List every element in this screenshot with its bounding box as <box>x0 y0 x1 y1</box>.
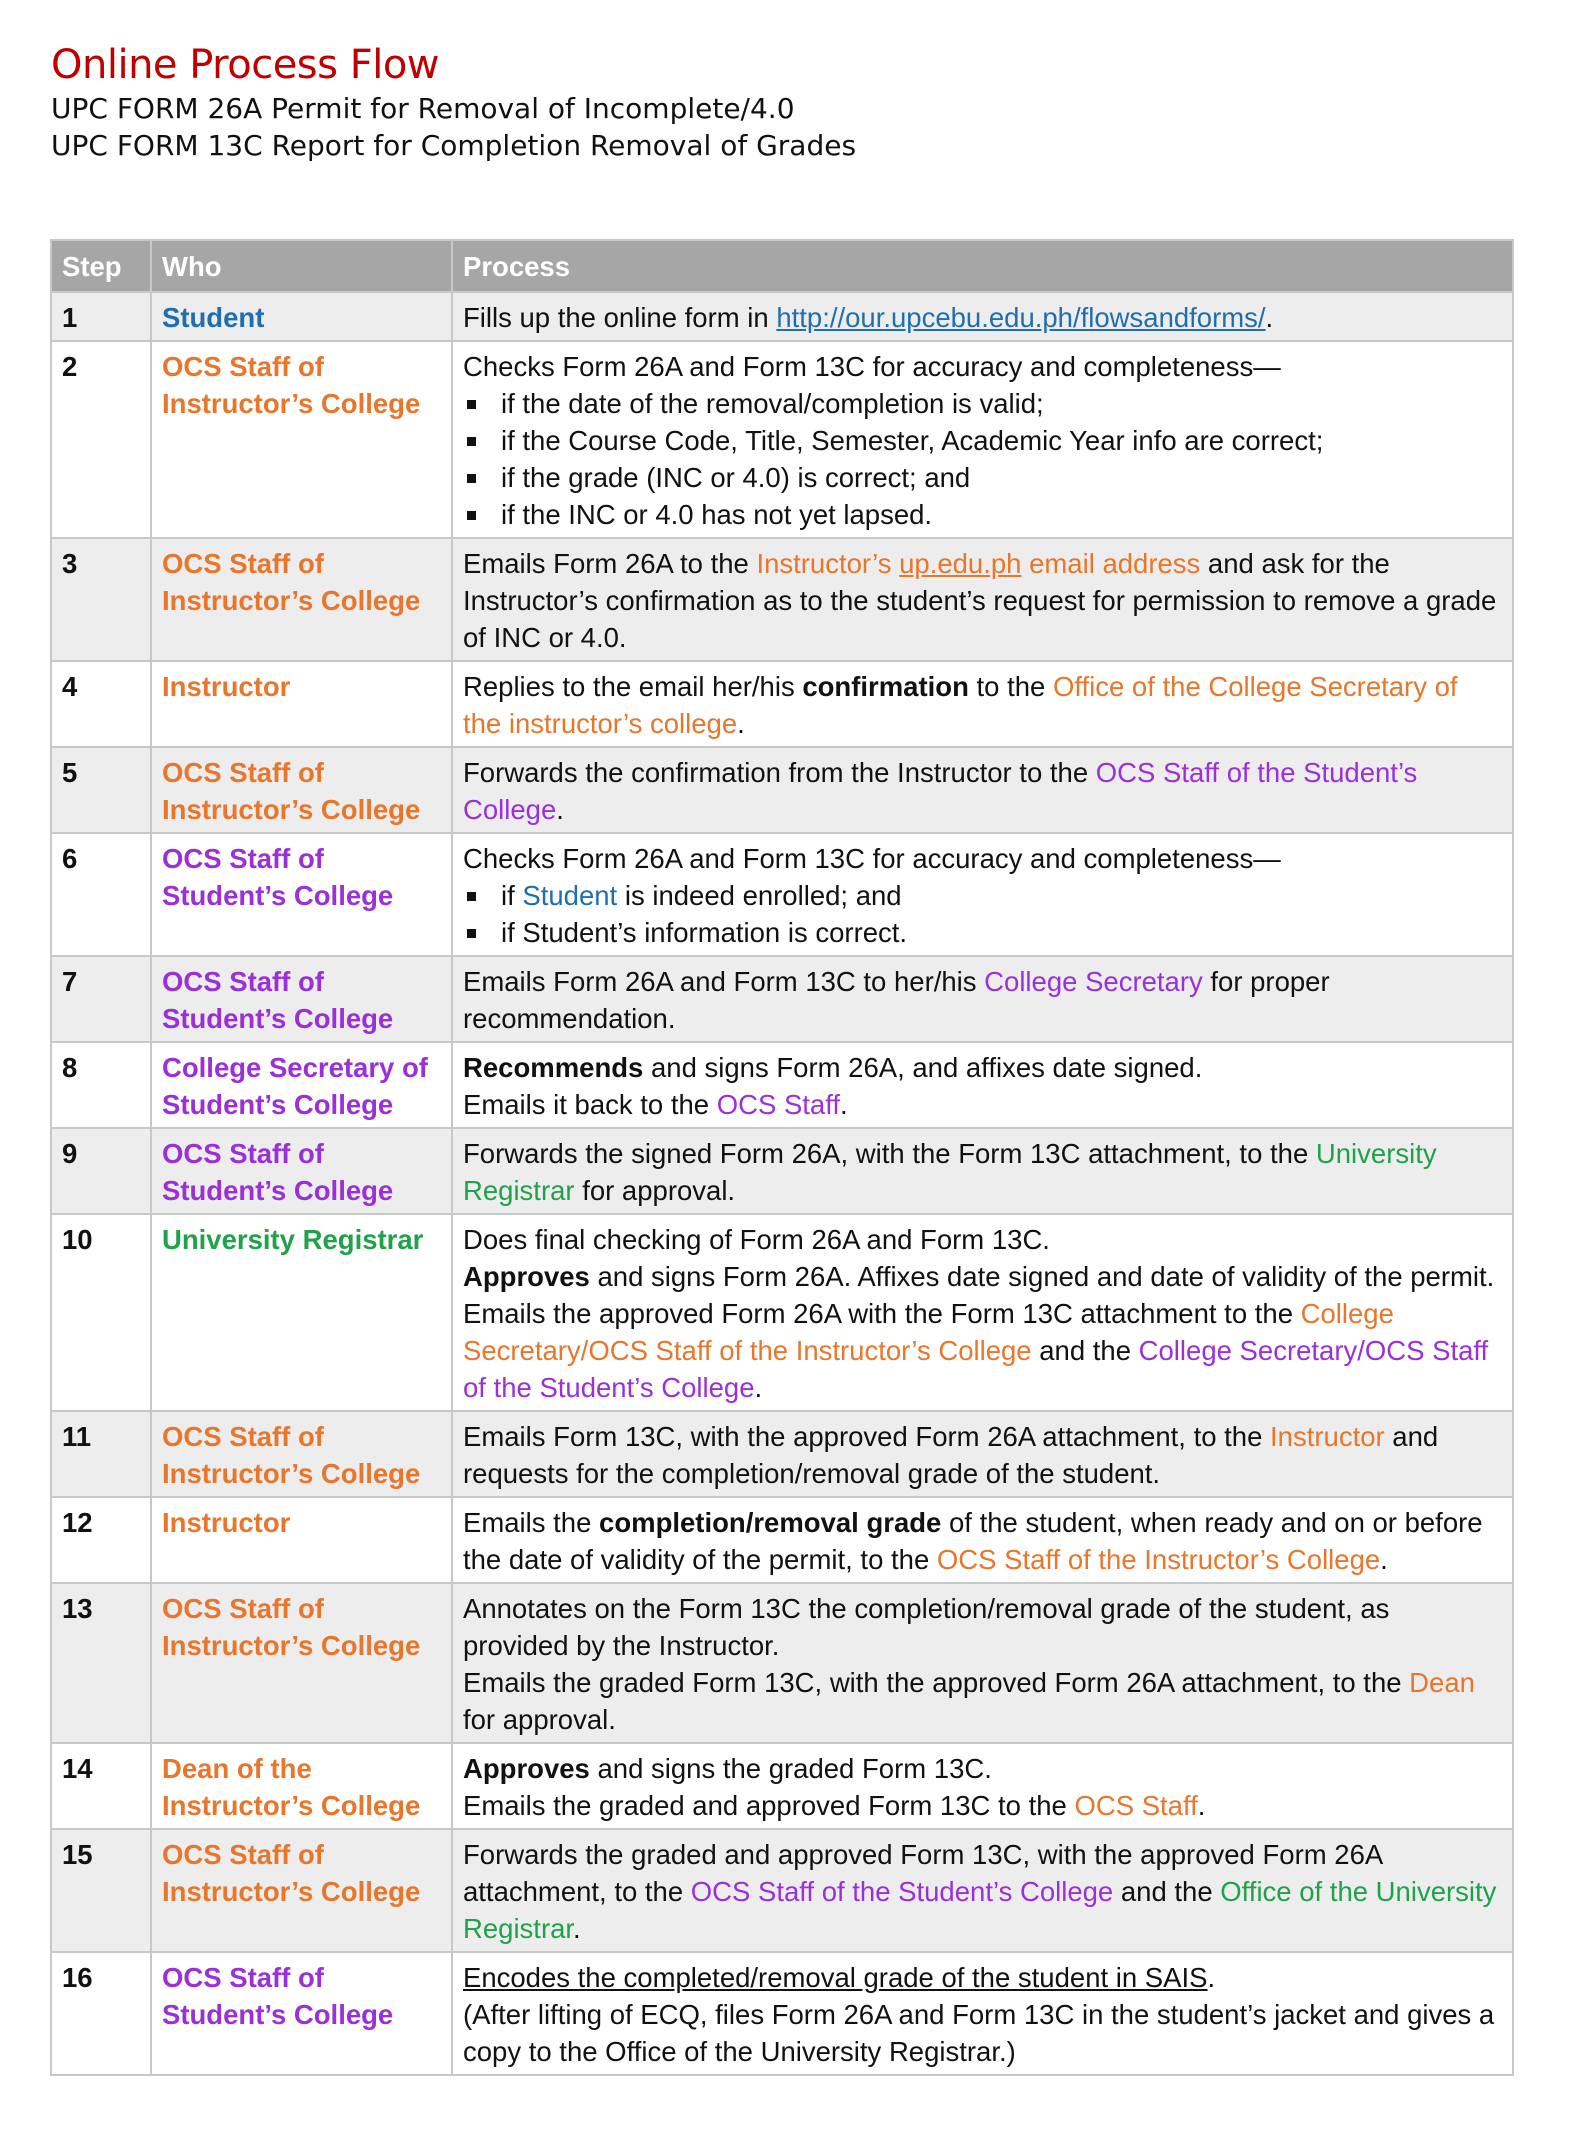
table-row <box>51 1743 1513 1829</box>
process-text: . <box>737 708 745 739</box>
who-cell: OCS Staff of Instructor’s College <box>151 1411 452 1497</box>
page-title: Online Process Flow <box>51 42 439 88</box>
subtitle-form-26a: UPC FORM 26A Permit for Removal of Incomplete/4.0 <box>51 92 795 125</box>
process-text: . <box>1207 1962 1216 1993</box>
table-row <box>51 956 1513 1042</box>
step-number: 5 <box>51 747 151 833</box>
process-text: Emails it back to the <box>463 1089 717 1120</box>
highlight-instructor: email address <box>1021 548 1201 579</box>
highlight-instructor: OCS Staff <box>1074 1790 1198 1821</box>
highlight-registrar: University Registrar <box>463 1138 1437 1206</box>
step-number: 16 <box>51 1952 151 2075</box>
process-cell <box>452 661 1513 747</box>
process-cell <box>452 1214 1513 1411</box>
process-text: to the <box>968 671 1053 702</box>
who-cell: OCS Staff of Student’s College <box>151 1128 452 1214</box>
process-line <box>463 1086 1502 1123</box>
process-text: Fills up the online form in <box>463 302 777 333</box>
table-row <box>51 292 1513 341</box>
column-header-step: Step <box>51 240 151 292</box>
highlight-instructor: Instructor’s <box>756 548 900 579</box>
process-text: and the <box>1113 1876 1221 1907</box>
process-text: Emails the graded and approved Form 13C to the <box>463 1790 1075 1821</box>
step-number: 2 <box>51 341 151 538</box>
process-text: for proper recommendation. <box>463 966 1330 1034</box>
process-cell <box>452 1411 1513 1497</box>
process-line <box>463 1258 1502 1295</box>
process-text: Replies to the email her/his <box>463 671 803 702</box>
who-cell: OCS Staff of Instructor’s College <box>151 747 452 833</box>
list-item: if the INC or 4.0 has not yet lapsed. <box>463 496 1502 533</box>
process-text: Emails the graded Form 13C, with the approved Form 26A attachment, to the <box>463 1667 1410 1698</box>
table-row <box>51 1829 1513 1952</box>
process-text: Emails Form 13C, with the approved Form 26A attachment, to the <box>463 1421 1271 1452</box>
process-line <box>463 1664 1502 1738</box>
process-text: and ask for the Instructor’s confirmation as to the student’s request for permission to remove a grade of INC or 4.0. <box>463 548 1497 653</box>
step-number: 1 <box>51 292 151 341</box>
process-text: for approval. <box>463 1704 616 1735</box>
process-text: Emails Form 26A and Form 13C to her/his <box>463 966 985 997</box>
process-text: Forwards the confirmation from the Instructor to the <box>463 757 1096 788</box>
up-edu-ph-link[interactable]: up.edu.ph <box>899 548 1022 579</box>
step-number: 12 <box>51 1497 151 1583</box>
table-row <box>51 747 1513 833</box>
table-row <box>51 1411 1513 1497</box>
process-text: . <box>840 1089 848 1120</box>
list-item: if the date of the removal/completion is valid; <box>463 385 1502 422</box>
process-text: Checks Form 26A and Form 13C for accuracy and completeness— <box>463 843 1281 874</box>
highlight-student-college: OCS Staff of the Student’s College <box>463 757 1418 825</box>
who-cell: OCS Staff of Student’s College <box>151 1952 452 2075</box>
table-row <box>51 1952 1513 2075</box>
process-text: of the student, when ready and on or before the date of validity of the permit, to the <box>463 1507 1483 1575</box>
highlight-dean: Dean <box>1409 1667 1475 1698</box>
process-cell <box>452 538 1513 661</box>
step-number: 9 <box>51 1128 151 1214</box>
process-line <box>463 1787 1502 1824</box>
bold-text: confirmation <box>802 671 969 702</box>
list-item <box>463 877 1502 914</box>
document-header <box>51 40 856 164</box>
process-text: if <box>501 880 523 911</box>
step-number: 14 <box>51 1743 151 1829</box>
bold-text: Recommends <box>463 1052 644 1083</box>
process-cell <box>452 292 1513 341</box>
highlight-instructor: OCS Staff of the Instructor’s College <box>936 1544 1381 1575</box>
step-number: 10 <box>51 1214 151 1411</box>
highlight-registrar: Office of the University Registrar <box>463 1876 1497 1944</box>
process-cell <box>452 1583 1513 1743</box>
process-text: Forwards the signed Form 26A, with the Form 13C attachment, to the <box>463 1138 1316 1169</box>
process-text: . <box>1380 1544 1388 1575</box>
process-text: . <box>1265 302 1274 333</box>
table-row <box>51 1497 1513 1583</box>
process-flow-table <box>50 239 1514 2076</box>
table-row <box>51 661 1513 747</box>
process-text: for approval. <box>574 1175 736 1206</box>
who-cell: OCS Staff of Instructor’s College <box>151 1583 452 1743</box>
process-text: . <box>1197 1790 1206 1821</box>
process-text: Emails the <box>463 1507 600 1538</box>
process-text: . <box>754 1372 763 1403</box>
process-cell <box>452 833 1513 956</box>
step-number: 8 <box>51 1042 151 1128</box>
process-text: Checks Form 26A and Form 13C for accuracy and completeness— <box>463 351 1281 382</box>
process-cell <box>452 956 1513 1042</box>
column-header-process: Process <box>452 240 1513 292</box>
process-text: and the <box>1031 1335 1139 1366</box>
step-number: 11 <box>51 1411 151 1497</box>
list-item: if Student’s information is correct. <box>463 914 1502 951</box>
step-number: 4 <box>51 661 151 747</box>
process-line <box>463 1750 1502 1787</box>
bold-text: Approves <box>463 1261 590 1292</box>
who-cell: College Secretary of Student’s College <box>151 1042 452 1128</box>
process-text: Emails Form 26A to the <box>463 548 757 579</box>
process-text: Does final checking of Form 26A and Form 13C. <box>463 1224 1050 1255</box>
process-line <box>463 1049 1502 1086</box>
who-cell: OCS Staff of Instructor’s College <box>151 538 452 661</box>
table-row <box>51 341 1513 538</box>
checklist <box>463 385 1502 533</box>
process-text: and signs the graded Form 13C. <box>589 1753 992 1784</box>
list-item: if the Course Code, Title, Semester, Academic Year info are correct; <box>463 422 1502 459</box>
highlight-student-college: College Secretary <box>984 966 1203 997</box>
process-text: and requests for the completion/removal grade of the student. <box>463 1421 1439 1489</box>
step-number: 7 <box>51 956 151 1042</box>
highlight-instructor: College Secretary/OCS Staff of the Instructor’s College <box>463 1298 1394 1366</box>
table-row <box>51 833 1513 956</box>
highlight-instructor: Instructor <box>1270 1421 1385 1452</box>
process-cell <box>452 1128 1513 1214</box>
who-cell: Instructor <box>151 661 452 747</box>
who-cell: Student <box>151 292 452 341</box>
who-cell: Instructor <box>151 1497 452 1583</box>
highlight-student: Student <box>522 880 618 911</box>
column-header-who: Who <box>151 240 452 292</box>
process-cell <box>452 1829 1513 1952</box>
process-text: Annotates on the Form 13C the completion/removal grade of the student, as provided by the Instructor. <box>463 1593 1390 1661</box>
process-line <box>463 1295 1502 1406</box>
who-cell: OCS Staff of Student’s College <box>151 956 452 1042</box>
underlined-text: Encodes the completed/removal grade of the student in SAIS <box>463 1962 1208 1993</box>
process-text: (After lifting of ECQ, files Form 26A and Form 13C in the student’s jacket and gives a copy to the Office of the University Registrar.) <box>463 1999 1495 2067</box>
process-cell <box>452 341 1513 538</box>
flowsandforms-link[interactable]: http://our.upcebu.edu.ph/flowsandforms/ <box>776 302 1266 333</box>
bold-text: Approves <box>463 1753 590 1784</box>
who-cell: OCS Staff of Instructor’s College <box>151 1829 452 1952</box>
process-cell <box>452 1497 1513 1583</box>
table-row <box>51 1583 1513 1743</box>
process-cell <box>452 1952 1513 2075</box>
highlight-student-college: OCS Staff <box>716 1089 841 1120</box>
table-row <box>51 1042 1513 1128</box>
highlight-instructor: Office of the College Secretary of the instructor’s college <box>463 671 1458 739</box>
process-cell <box>452 747 1513 833</box>
table-row <box>51 1128 1513 1214</box>
table-row <box>51 1214 1513 1411</box>
process-cell <box>452 1042 1513 1128</box>
who-cell: OCS Staff of Instructor’s College <box>151 341 452 538</box>
step-number: 6 <box>51 833 151 956</box>
process-line <box>463 1959 1502 1996</box>
process-text: and signs Form 26A, and affixes date signed. <box>643 1052 1203 1083</box>
highlight-student-college: College Secretary/OCS Staff of the Student’s College <box>463 1335 1489 1403</box>
checklist <box>463 877 1502 951</box>
process-cell <box>452 1743 1513 1829</box>
process-text: . <box>573 1913 581 1944</box>
table-header-row <box>51 240 1513 292</box>
who-cell: University Registrar <box>151 1214 452 1411</box>
bold-text: completion/removal grade <box>599 1507 942 1538</box>
who-cell: Dean of the Instructor’s College <box>151 1743 452 1829</box>
subtitle-form-13c: UPC FORM 13C Report for Completion Removal of Grades <box>51 129 857 162</box>
step-number: 15 <box>51 1829 151 1952</box>
process-text: . <box>556 794 564 825</box>
process-text: Emails the approved Form 26A with the Form 13C attachment to the <box>463 1298 1301 1329</box>
list-item: if the grade (INC or 4.0) is correct; and <box>463 459 1502 496</box>
process-text: is indeed enrolled; and <box>617 880 902 911</box>
step-number: 13 <box>51 1583 151 1743</box>
process-text: Forwards the graded and approved Form 13C, with the approved Form 26A attachment, to the <box>463 1839 1382 1907</box>
highlight-student-college: OCS Staff of the Student’s College <box>690 1876 1114 1907</box>
who-cell: OCS Staff of Student’s College <box>151 833 452 956</box>
step-number: 3 <box>51 538 151 661</box>
process-text: and signs Form 26A. Affixes date signed and date of validity of the permit. <box>589 1261 1495 1292</box>
table-row <box>51 538 1513 661</box>
